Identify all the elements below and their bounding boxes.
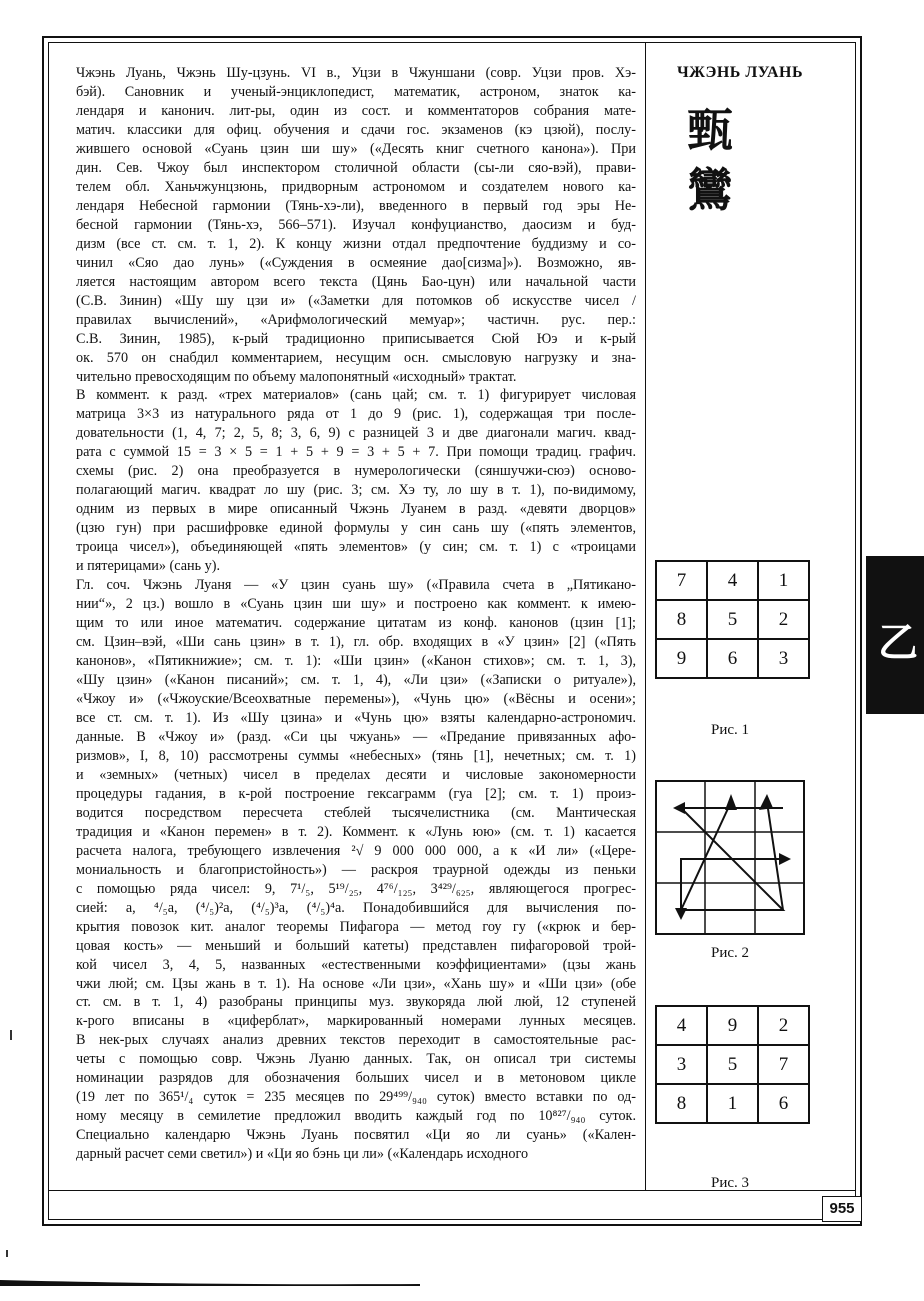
section-tab [866, 556, 924, 714]
figure-2-arrows [681, 802, 783, 910]
article-line: все ст. см. т. 1). Из «Шу цзина» и «Чунь цю» взяты календарно-астрономич. [76, 709, 636, 726]
section-tab-glyph: 乙 [878, 620, 918, 666]
article-line: номинации разрядов для обозначения больших чисел и в метоновом цикле [76, 1070, 636, 1087]
grid-cell: 2 [758, 1006, 809, 1045]
grid-cell: 9 [707, 1006, 758, 1045]
grid-cell: 3 [758, 639, 809, 678]
article-line: мониальность и благопристойность») — раскроя траурной одежды из пеньки [76, 861, 636, 878]
article-line: Гл. соч. Чжэнь Луаня — «У цзин суань шу» («Правила счета в „Пятикано- [76, 577, 636, 594]
article-line: дарный расчет семи светил») и «Ци яо бэнь ци ли» («Календарь исходного [76, 1146, 529, 1163]
article-line: (С.В. Зинин) «Шу шу цзи и» («Заметки для потомков об искусстве чисел / [76, 292, 636, 309]
scan-edge-mark [0, 1278, 420, 1286]
hanzi-char-2: 鸞 [687, 163, 733, 217]
article-line: схемы (рис. 2) она преобразуется в нумерологически (сяншучжи-сюэ) осново- [76, 463, 636, 480]
article-line: троица чисел»), объединяющей «пять элементов» (у син; см. т. 1) с «троицами [76, 539, 636, 556]
article-line: чинил «Сяо дао лунь» («Суждения в осмеяние дао[сизма]»). Возможно, яв- [76, 254, 636, 271]
figure-1-caption: Рис. 1 [710, 722, 750, 738]
article-line: данные. В «Чжоу и» (разд. «Си цы чжуань» — «Предание привязанных афо- [76, 728, 636, 745]
article-line: см. Цзин–вэй, «Ши сань цзин» в т. 1), гл. обр. входящих в «У цзин» [2] («Пять [76, 634, 636, 651]
article-line: щим то или иное математич. содержание цитатам из конф. канонов (цзин [1]; [76, 615, 636, 632]
article-line: процедуры гадания, в к-рой построение гексаграмм (гуа [2]; см. т. 1) произ- [76, 785, 636, 802]
arrowhead [759, 794, 773, 810]
grid-cell: 6 [758, 1084, 809, 1123]
grid-cell: 6 [707, 639, 758, 678]
column-divider [645, 42, 646, 1190]
article-line: ному месяцу в семилетие предложил вводить каждый год по 10⁸²⁷/₉₄₀ суток. [76, 1108, 636, 1125]
article-line: чительно превосходящим по объему малопонятный «исходный» трактат. [76, 368, 517, 385]
article-line: четы с помощью совр. Чжэнь Луаню данных. Так, он описал три системы [76, 1051, 636, 1068]
article-line: (цзю гун) при расшифровке единой формулы у син сань шу («пять элементов, [76, 520, 636, 537]
article-line: и «земных» (четных) чисел в пределах десяти и числовые закономерности [76, 766, 636, 783]
grid-cell: 9 [656, 639, 707, 678]
grid-cell: 1 [758, 561, 809, 600]
article-line: полагающий магич. квадрат ло шу (рис. 3; см. Хэ ту, ло шу в т. 1), по-видимому, [76, 482, 636, 499]
article-line: ок. 570 он снабдил комментарием, несущим осн. смысловую нагрузку и зна- [76, 349, 636, 366]
article-line: дин. Сев. Чжоу был инспектором столичной области (сы-ли сяо-вэй), прави- [76, 159, 636, 176]
grid-cell: 5 [707, 600, 758, 639]
article-line: цовая кость» — меньший и больший катеты) представлен пифагоровой трой- [76, 937, 636, 954]
entry-heading: ЧЖЭНЬ ЛУАНЬ [676, 64, 804, 81]
scan-speck [10, 1030, 12, 1040]
article-line: Специально календарю Чжэнь Луань посвятил «Ци яо ли суань» («Кален- [76, 1127, 636, 1144]
article-line: ляется настоящим автором всего текста (Цянь Бао-цун) или начальной части [76, 273, 636, 290]
grid-cell: 7 [758, 1045, 809, 1084]
grid-cell: 7 [656, 561, 707, 600]
article-line: телем обл. Ханьчжунцзюнь, придворным астрономом и создателем нового ка- [76, 178, 636, 195]
figure-2-diagram [655, 780, 805, 935]
article-line: С.В. Зинин, 1985), к-рый традиционно приписывается Сюй Юэ и к-рый [76, 330, 636, 347]
article-line: жившего основой «Суань цзин ши шу» («Десять книг счетного канона»). При [76, 140, 636, 157]
grid-cell: 4 [656, 1006, 707, 1045]
article-line: «Чжоу и» («Чжоуские/Всеохватные перемены»), «Чунь цю» («Вёсны и осени»; [76, 690, 636, 707]
article-line: сией: а, ⁴/₅а, (⁴/₅)²а, (⁴/₅)³а, (⁴/₅)⁴а. Понадобившийся для вычисления по- [76, 899, 636, 916]
figure-3-caption: Рис. 3 [710, 1175, 750, 1191]
article-line: дизм (все ст. см. т. 1, 2). К концу жизни отдал предпочтение буддизму и со- [76, 235, 636, 252]
scan-speck [6, 1250, 8, 1257]
grid-cell: 3 [656, 1045, 707, 1084]
article-line: водится посредством пересчета стеблей тысячелистника (см. Мантическая [76, 804, 636, 821]
article-line: чжи люй; см. Цзы жань в т. 1). На основе «Ли цзи», «Хань шу» и «Ши цзи» (обе [76, 975, 636, 992]
article-line: «Шу цзин» («Канон писаний»; см. т. 1, 4), «Ли цзи» («Записки о ритуале»), [76, 672, 636, 688]
article-line: В нек-рых случаях анализ древних текстов переходит в самостоятельные рас- [76, 1032, 636, 1049]
grid-cell: 8 [656, 600, 707, 639]
arrowhead [673, 802, 685, 814]
page-number: 955 [822, 1196, 862, 1222]
grid-cell: 4 [707, 561, 758, 600]
article-line: лендаря Небесной гармонии (Тянь-хэ-ли), введенного в первый год эры Не- [76, 197, 636, 214]
article-line: нии“», 2 цз.) вошло в «Суань цзин ши шу» и построено как коммент. к имею- [76, 596, 636, 613]
article-line: рата с суммой 15 = 3 × 5 = 1 + 5 + 9 = 3 + 5 + 7. При помощи традиц. графич. [76, 444, 636, 461]
article-line: одним из первых в мире описанный Чжэнь Луанем в разд. «девяти дворцов» [76, 501, 636, 518]
figure-2-arrow-line [681, 802, 731, 910]
grid-cell: 8 [656, 1084, 707, 1123]
figure-2-caption: Рис. 2 [710, 945, 750, 961]
scan-edge-shape [0, 1280, 420, 1286]
grid-cell: 5 [707, 1045, 758, 1084]
article-line: канонов», «Пятикнижие»; см. т. 1): «Ши цзин» («Канон стихов»; см. т. 1, 3), [76, 653, 636, 670]
article-line: матрица 3×3 из натурального ряда от 1 до 9 (рис. 1), содержащая три после- [76, 406, 636, 423]
article-line: Чжэнь Луань, Чжэнь Шу-цзунь. VI в., Уцзи в Чжуншани (совр. Уцзи пров. Хэ- [76, 65, 636, 81]
article-line: бесной гармонии (Тянь-хэ, 566–571). Изучал конфуцианство, даосизм и буд- [76, 216, 636, 233]
article-line: к-рого вписаны в «циферблат», маркированный номерами лунных месяцев. [76, 1013, 636, 1030]
hanzi-char-1: 甄 [687, 103, 733, 157]
article-line: и пятерицами» (сань у). [76, 558, 221, 575]
arrowhead [675, 908, 687, 920]
article-line: ст. см. в т. 1, 4) разобраны принципы муз. звукоряда люй люй, 12 ступеней [76, 994, 636, 1011]
article-line: довательности (1, 4, 7; 2, 5, 8; 3, 6, 9) с разницей 3 и две диагонали магич. квад- [76, 425, 636, 442]
article-line: (19 лет по 365¹/₄ суток = 235 месяцев по 29⁴⁹⁹/₉₄₀ суток) вместо вставки по од- [76, 1089, 636, 1106]
article-line: крытия повозок кит. аналог теоремы Пифагора — метод гоу гу («крюк и бер- [76, 918, 636, 935]
figure-2-path [681, 808, 783, 910]
article-line: В коммент. к разд. «трех материалов» (сань цай; см. т. 1) фигурирует числовая [76, 387, 636, 404]
article-body [76, 64, 636, 1164]
article-line: матич. классики для офиц. обучения и сдачи гос. экзаменов (кэ цзюй), послу- [76, 121, 636, 138]
article-line: традиция и «Канон перемен» в т. 2). Коммент. к «Лунь юю» (см. т. 1) касается [76, 823, 636, 840]
arrowhead [725, 794, 737, 810]
article-line: расчета налога, требующего извлечения ²√ 9 000 000 000, а к «И ли» («Цере- [76, 842, 636, 859]
article-line: ризмов», I, 8, 10) рассмотрены суммы «небесных» (тянь [1], нечетных; см. т. 1) [76, 747, 636, 764]
article-line: с помощью ряда чисел: 9, 7¹/₅, 5¹⁹/₂₅, 4⁷⁶/₁₂₅, 3⁴²⁹/₆₂₅, являющегося прогрес- [76, 880, 636, 897]
arrowhead [779, 853, 791, 865]
article-line: бэй). Сановник и ученый-энциклопедист, математик, астроном, знаток ка- [76, 83, 636, 100]
figure-3-grid [655, 1005, 810, 1124]
article-line: лендаря и канонич. лит-ры, один из сост. и комментаторов собрания мате- [76, 102, 636, 119]
article-line: правилах вычислений», «Арифмологический мемуар»; частичн. рус. пер.: [76, 311, 636, 328]
article-line: кой чисел 3, 4, 5, названных «естественными коэффициентами» (цзы жань [76, 956, 636, 973]
grid-cell: 1 [707, 1084, 758, 1123]
chinese-characters [672, 100, 748, 220]
grid-cell: 2 [758, 600, 809, 639]
figure-1-grid [655, 560, 810, 679]
